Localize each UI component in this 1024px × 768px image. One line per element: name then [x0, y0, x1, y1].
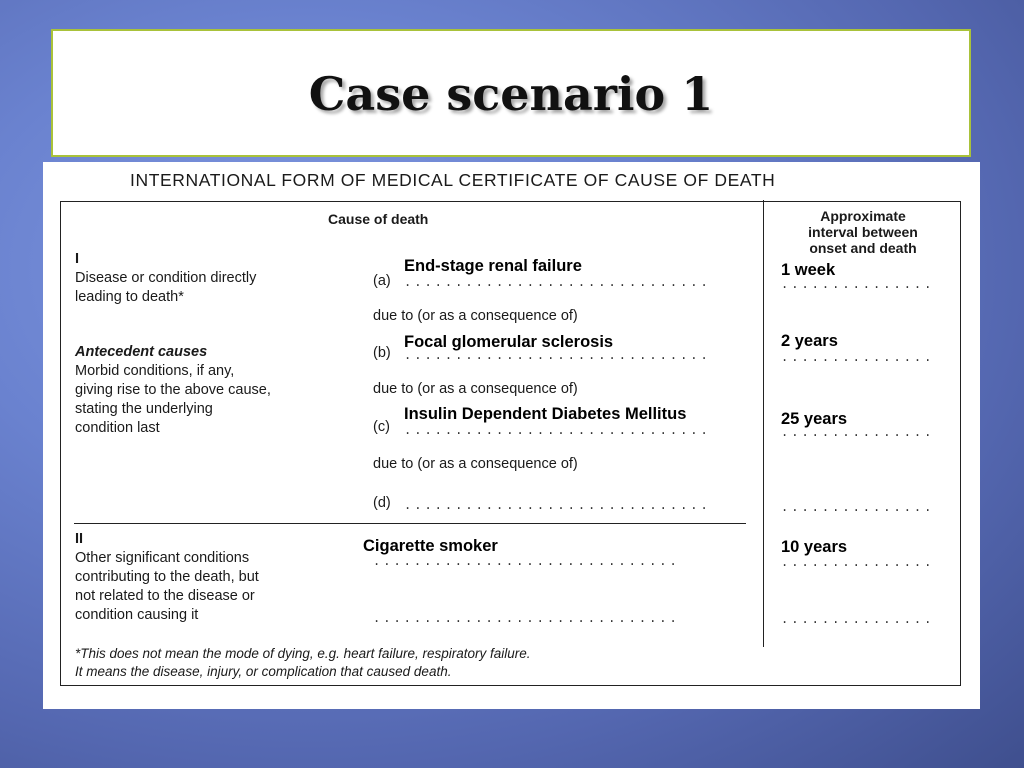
- row-d-label: (d): [373, 495, 391, 511]
- row-d-dots: ..............................: [404, 498, 711, 512]
- part1-numeral: I: [75, 251, 80, 267]
- direct-cause-label-1: Disease or condition directly: [75, 270, 257, 286]
- due-to-1: due to (or as a consequence of): [373, 308, 578, 324]
- form-title: INTERNATIONAL FORM OF MEDICAL CERTIFICATE OF CAUSE OF DEATH: [130, 170, 776, 190]
- part2-label-1: Other significant conditions: [75, 550, 250, 566]
- interval-b-entry: 2 years: [781, 332, 838, 350]
- part2-label-4: condition causing it: [75, 607, 199, 623]
- row-a-dots: ..............................: [404, 275, 711, 289]
- footnote-line-2: It means the disease, injury, or complication that caused death.: [75, 664, 452, 679]
- cause-a-entry: End-stage renal failure: [404, 257, 582, 275]
- due-to-3: due to (or as a consequence of): [373, 456, 578, 472]
- interval-c-dots: ...............: [781, 425, 935, 439]
- antecedent-label-1: Morbid conditions, if any,: [75, 363, 235, 379]
- part2-label-3: not related to the disease or: [75, 588, 255, 604]
- row-b-label: (b): [373, 345, 391, 361]
- part2-dots-2: ..............................: [373, 611, 680, 625]
- row-b-dots: ..............................: [404, 348, 711, 362]
- part2-dots-1: ..............................: [373, 554, 680, 568]
- cause-b-entry: Focal glomerular sclerosis: [404, 333, 614, 351]
- interval-a-entry: 1 week: [781, 261, 836, 279]
- header-interval: Approximate interval between onset and death: [808, 208, 918, 256]
- direct-cause-label-2: leading to death*: [75, 289, 184, 305]
- interval-c-entry: 25 years: [781, 410, 848, 428]
- part2-label-2: contributing to the death, but: [75, 569, 259, 585]
- death-certificate-form: [43, 162, 980, 709]
- interval-d-dots: ...............: [781, 500, 935, 514]
- due-to-2: due to (or as a consequence of): [373, 381, 578, 397]
- row-c-dots: ..............................: [404, 423, 711, 437]
- antecedent-label-2: giving rise to the above cause,: [75, 382, 271, 398]
- part2-entry: Cigarette smoker: [363, 537, 498, 555]
- title-box: [51, 29, 971, 157]
- header-cause-of-death: Cause of death: [328, 211, 429, 227]
- footnote-line-1: *This does not mean the mode of dying, e.g. heart failure, respiratory failure.: [75, 646, 531, 661]
- part2-numeral: II: [75, 531, 84, 547]
- interval-b-dots: ...............: [781, 350, 935, 364]
- row-c-label: (c): [373, 419, 390, 435]
- interval-a-dots: ...............: [781, 277, 935, 291]
- part-divider: [74, 523, 746, 524]
- part2-interval-dots-2: ...............: [781, 612, 935, 626]
- slide-title: Case scenario 1: [308, 67, 714, 121]
- column-divider: [763, 200, 764, 647]
- antecedent-label-3: stating the underlying: [75, 401, 213, 417]
- antecedent-label-4: condition last: [75, 420, 160, 436]
- part2-interval-dots-1: ...............: [781, 555, 935, 569]
- part2-interval-entry: 10 years: [781, 538, 848, 556]
- antecedent-heading: Antecedent causes: [75, 344, 208, 360]
- row-a-label: (a): [373, 273, 391, 289]
- cause-c-entry: Insulin Dependent Diabetes Mellitus: [404, 405, 687, 423]
